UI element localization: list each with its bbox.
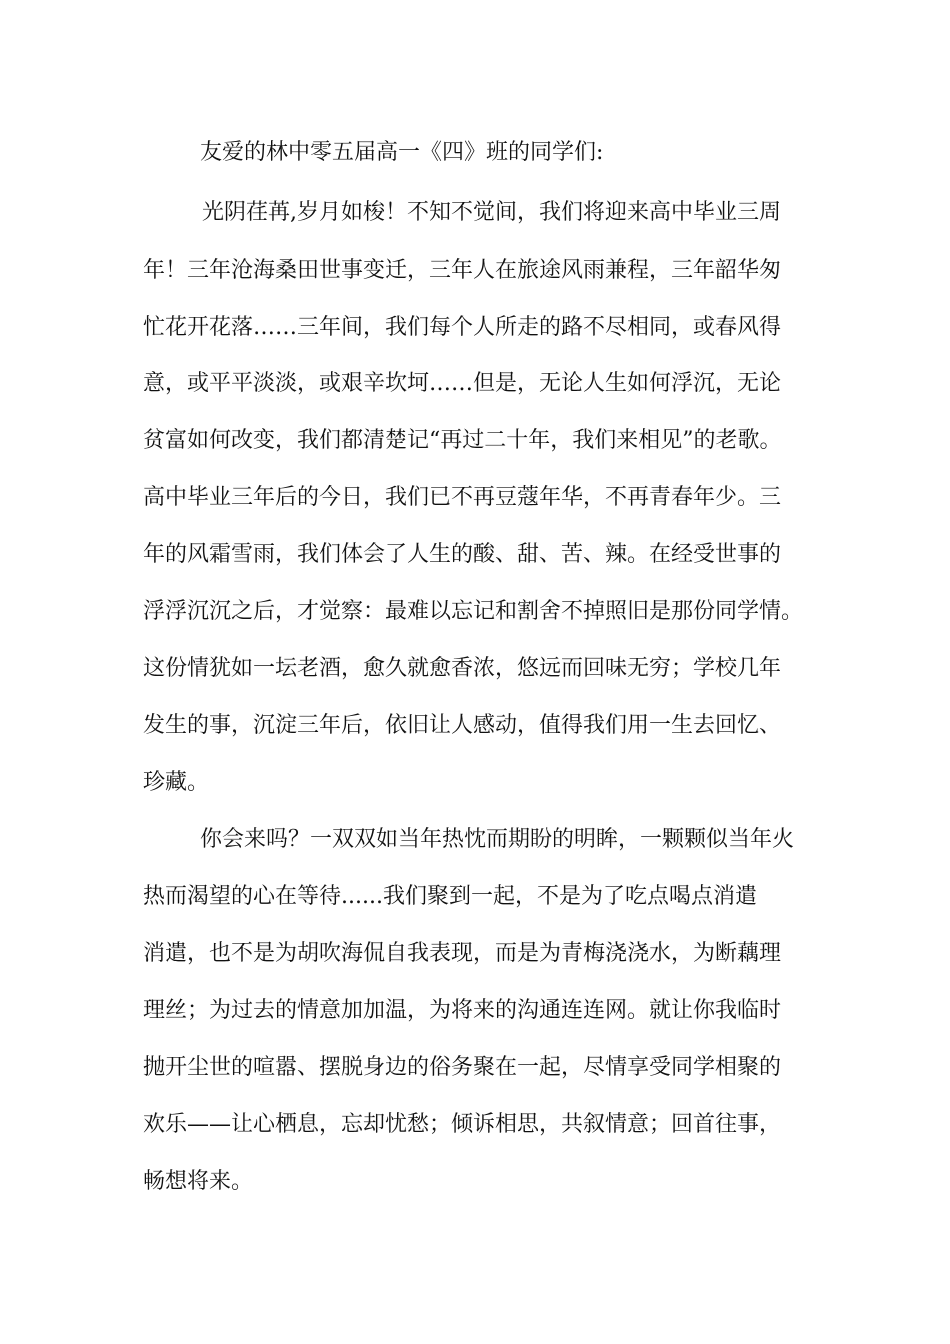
paragraph-2-line: 理丝；为过去的情意加加温，为将来的沟通连连网。就让你我临时 bbox=[143, 998, 782, 1023]
paragraph-1-line: 忙花开花落……三年间，我们每个人所走的路不尽相同，或春风得 bbox=[143, 315, 782, 340]
paragraph-1-line: 浮浮沉沉之后，才觉察：最难以忘记和割舍不掉照旧是那份同学情。 bbox=[143, 599, 804, 624]
paragraph-1-line: 年的风霜雪雨，我们体会了人生的酸、甜、苦、辣。在经受世事的 bbox=[143, 542, 782, 567]
paragraph-1-line: 这份情犹如一坛老酒，愈久就愈香浓，悠远而回味无穷；学校几年 bbox=[143, 656, 782, 681]
paragraph-1-line: 意，或平平淡淡，或艰辛坎坷……但是，无论人生如何浮沉，无论 bbox=[143, 371, 782, 396]
paragraph-1-line: 高中毕业三年后的今日，我们已不再豆蔻年华，不再青春年少。三 bbox=[143, 485, 782, 510]
paragraph-1-line: 贫富如何改变，我们都清楚记“再过二十年，我们来相见”的老歌。 bbox=[143, 428, 782, 453]
paragraph-2-line: 畅想将来。 bbox=[143, 1169, 254, 1194]
paragraph-2-line: 欢乐——让心栖息，忘却忧愁；倾诉相思，共叙情意；回首往事， bbox=[143, 1112, 782, 1137]
paragraph-1-line: 珍藏。 bbox=[143, 770, 210, 795]
paragraph-2-line: 热而渴望的心在等待......我们聚到一起，不是为了吃点喝点消遣 bbox=[143, 884, 757, 909]
paragraph-2-line: 消遣，也不是为胡吹海侃自我表现，而是为青梅浇浇水，为断藕理 bbox=[143, 941, 782, 966]
paragraph-1-line: 光阴荏苒,岁月如梭！不知不觉间，我们将迎来高中毕业三周 bbox=[202, 200, 781, 225]
salutation: 友爱的林中零五届高一《四》班的同学们: bbox=[200, 140, 604, 165]
paragraph-2-line: 你会来吗？一双双如当年热忱而期盼的明眸，一颗颗似当年火 bbox=[200, 827, 795, 852]
paragraph-2-line: 抛开尘世的喧嚣、摆脱身边的俗务聚在一起，尽情享受同学相聚的 bbox=[143, 1055, 782, 1080]
paragraph-1-line: 发生的事，沉淀三年后，依旧让人感动，值得我们用一生去回忆、 bbox=[143, 713, 782, 738]
paragraph-1-line: 年！三年沧海桑田世事变迁，三年人在旅途风雨兼程，三年韶华匆 bbox=[143, 258, 782, 283]
